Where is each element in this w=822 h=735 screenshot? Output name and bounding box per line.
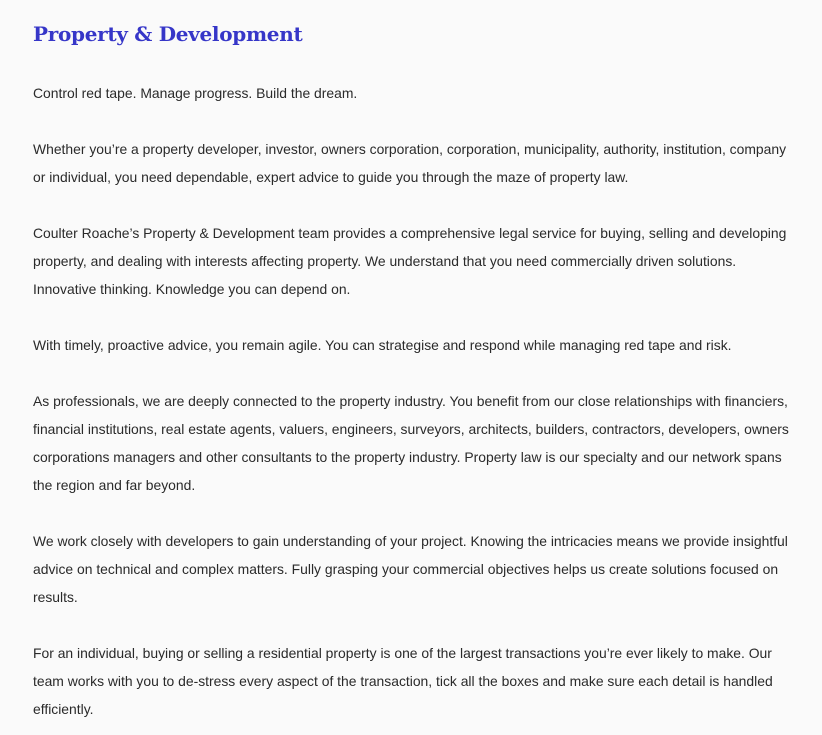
body-paragraph: Whether you’re a property developer, investor, owners corporation, corporation, municipality, authority, institution, company or individual, you need dependable, expert advice to guide you through the maze of property law.	[33, 141, 787, 185]
body-paragraph: Coulter Roache’s Property & Development team provides a comprehensive legal service for buying, selling and developing property, and dealing with interests affecting property. We understand that you need commercially driven solutions. Innovative thinking. Knowledge you can depend on.	[33, 225, 787, 297]
body-paragraph: As professionals, we are deeply connected to the property industry. You benefit from our close relationships with financiers, financial institutions, real estate agents, valuers, engineers, surveyors, architects, builders, contractors, developers, owners corporations managers and other consultants to the property industry. Property law is our specialty and our network spans the region and far beyond.	[33, 393, 789, 493]
body-paragraph: With timely, proactive advice, you remain agile. You can strategise and respond while managing red tape and risk.	[33, 337, 732, 353]
body-paragraph: For an individual, buying or selling a residential property is one of the largest transactions you’re ever likely to make. Our team works with you to de-stress every aspect of the transaction, tick all the boxes and make sure each detail is handled efficiently.	[33, 645, 773, 717]
tagline-paragraph: Control red tape. Manage progress. Build the dream.	[33, 85, 358, 101]
page-title: Property & Development	[33, 22, 303, 46]
body-paragraph: We work closely with developers to gain understanding of your project. Knowing the intricacies means we provide insightful advice on technical and complex matters. Fully grasping your commercial objectives helps us create solutions focused on results.	[33, 533, 788, 605]
article-body	[33, 79, 794, 723]
